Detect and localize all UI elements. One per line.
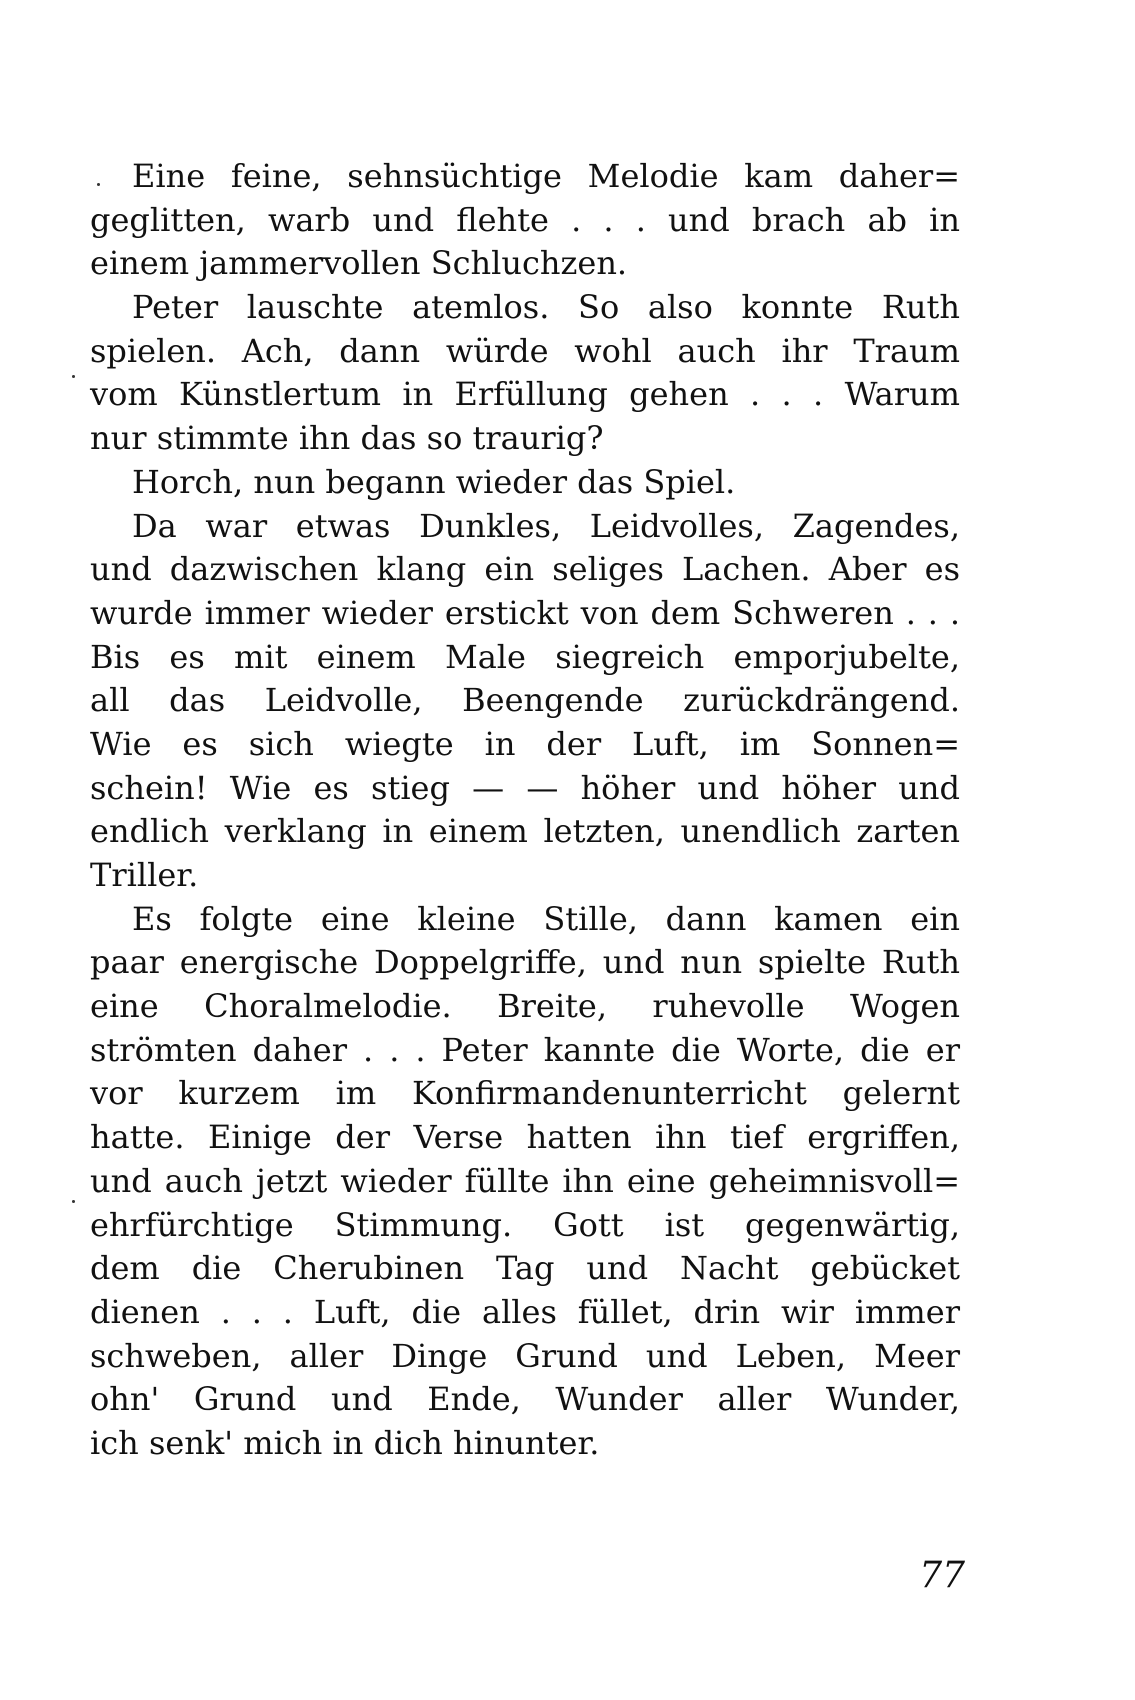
text-line: all das Leidvolle, Beengende zurückdrängend. bbox=[90, 681, 960, 720]
text-line: Triller. bbox=[90, 856, 199, 894]
text-line: spielen. Ach, dann würde wohl auch ihr Traum bbox=[90, 331, 960, 370]
text-line: geglitten, warb und flehte . . . und brach ab in bbox=[90, 200, 960, 239]
body-text bbox=[90, 155, 960, 1466]
text-line: vom Künstlertum in Erfüllung gehen . . . Warum bbox=[90, 375, 960, 414]
text-line: vor kurzem im Konfirmandenunterricht gelernt bbox=[90, 1074, 960, 1113]
text-line: Es folgte eine kleine Stille, dann kamen ein bbox=[132, 899, 960, 938]
text-line: strömten daher . . . Peter kannte die Worte, die er bbox=[90, 1030, 960, 1069]
text-line: ich senk' mich in dich hinunter. bbox=[90, 1423, 600, 1462]
text-line: ehrfürchtige Stimmung. Gott ist gegenwärtig, bbox=[90, 1205, 960, 1244]
text-line: Bis es mit einem Male siegreich emporjubelte, bbox=[90, 637, 960, 676]
text-line: schein! Wie es stieg — — höher und höher und bbox=[90, 768, 960, 807]
text-line: Peter lauschte atemlos. So also konnte Ruth bbox=[132, 288, 960, 327]
print-speck bbox=[72, 375, 75, 378]
text-line: nur stimmte ihn das so traurig? bbox=[90, 419, 604, 458]
text-line: ohn' Grund und Ende, Wunder aller Wunder, bbox=[90, 1380, 960, 1419]
text-line: endlich verklang in einem letzten, unendlich zarten bbox=[90, 812, 960, 851]
text-line: Eine feine, sehnsüchtige Melodie kam daher= bbox=[132, 157, 960, 195]
text-line: schweben, aller Dinge Grund und Leben, Meer bbox=[90, 1336, 960, 1375]
text-line: eine Choralmelodie. Breite, ruhevolle Wogen bbox=[90, 987, 960, 1026]
text-line: hatte. Einige der Verse hatten ihn tief ergriffen, bbox=[90, 1118, 960, 1157]
page-number: 77 bbox=[919, 1555, 965, 1596]
text-line: wurde immer wieder erstickt von dem Schweren . . . bbox=[90, 593, 960, 632]
text-line: und dazwischen klang ein seliges Lachen. Aber es bbox=[90, 550, 960, 589]
print-speck bbox=[97, 183, 100, 186]
text-line: Horch, nun begann wieder das Spiel. bbox=[132, 462, 736, 501]
text-line: und auch jetzt wieder füllte ihn eine geheimnisvoll= bbox=[90, 1161, 960, 1200]
text-line: Wie es sich wiegte in der Luft, im Sonnen= bbox=[90, 724, 960, 763]
text-line: dem die Cherubinen Tag und Nacht gebücket bbox=[90, 1249, 960, 1288]
text-line: dienen . . . Luft, die alles füllet, drin wir immer bbox=[90, 1292, 960, 1331]
text-line: einem jammervollen Schluchzen. bbox=[90, 244, 628, 283]
print-speck bbox=[72, 1200, 75, 1203]
text-line: paar energische Doppelgriffe, und nun spielte Ruth bbox=[90, 943, 960, 982]
text-line: Da war etwas Dunkles, Leidvolles, Zagendes, bbox=[132, 506, 960, 545]
